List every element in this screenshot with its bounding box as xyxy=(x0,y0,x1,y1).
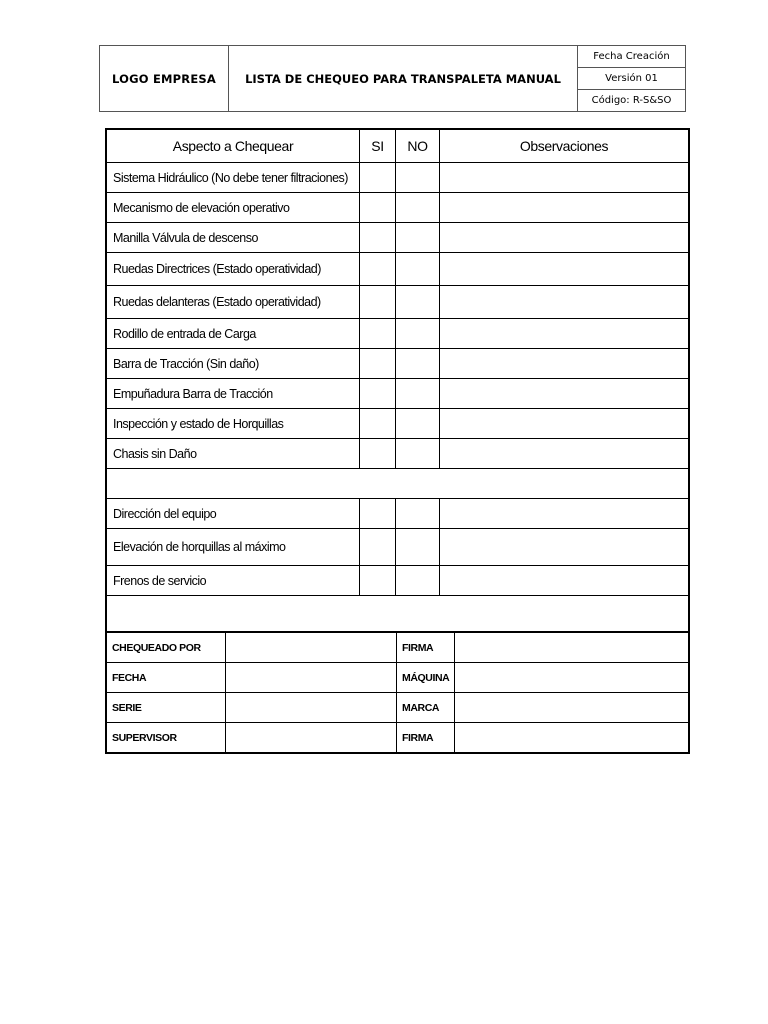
checklist-row xyxy=(106,439,689,469)
observations-cell[interactable] xyxy=(440,223,690,253)
no-cell[interactable] xyxy=(396,529,440,566)
signature-row xyxy=(106,663,689,693)
no-cell[interactable] xyxy=(396,193,440,223)
checklist-item: Chasis sin Daño xyxy=(106,439,360,469)
observations-cell[interactable] xyxy=(440,379,690,409)
brand-field[interactable] xyxy=(455,693,689,723)
observations-cell[interactable] xyxy=(440,439,690,469)
checklist-row xyxy=(106,566,689,596)
no-cell[interactable] xyxy=(396,409,440,439)
checklist-row xyxy=(106,349,689,379)
no-cell[interactable] xyxy=(396,286,440,319)
no-cell[interactable] xyxy=(396,253,440,286)
no-cell[interactable] xyxy=(396,566,440,596)
checklist-item: Inspección y estado de Horquillas xyxy=(106,409,360,439)
code-label: Código: R-S&SO xyxy=(578,90,686,112)
no-cell[interactable] xyxy=(396,163,440,193)
spacer-cell xyxy=(106,469,689,499)
document-title: LISTA DE CHEQUEO PARA TRANSPALETA MANUAL xyxy=(229,46,578,112)
observations-cell[interactable] xyxy=(440,566,690,596)
si-cell[interactable] xyxy=(360,349,396,379)
checklist-row xyxy=(106,286,689,319)
document-header xyxy=(99,45,686,112)
checklist-row xyxy=(106,379,689,409)
checklist-row xyxy=(106,163,689,193)
checklist-item: Manilla Válvula de descenso xyxy=(106,223,360,253)
checklist-spacer-row xyxy=(106,469,689,499)
observations-cell[interactable] xyxy=(440,163,690,193)
no-cell[interactable] xyxy=(396,379,440,409)
signature-field[interactable] xyxy=(455,632,689,663)
creation-date-label: Fecha Creación xyxy=(578,46,686,68)
supervisor-signature-label: FIRMA xyxy=(397,723,455,754)
si-cell[interactable] xyxy=(360,529,396,566)
checklist-row xyxy=(106,193,689,223)
serial-label: SERIE xyxy=(106,693,226,723)
checklist-row xyxy=(106,253,689,286)
si-column-header: SI xyxy=(360,129,396,163)
serial-field[interactable] xyxy=(226,693,397,723)
checklist-item: Elevación de horquillas al máximo xyxy=(106,529,360,566)
no-cell[interactable] xyxy=(396,349,440,379)
no-cell[interactable] xyxy=(396,319,440,349)
si-cell[interactable] xyxy=(360,439,396,469)
observations-cell[interactable] xyxy=(440,286,690,319)
checklist-item: Barra de Tracción (Sin daño) xyxy=(106,349,360,379)
checklist-blank-row xyxy=(106,596,689,632)
checklist-item: Dirección del equipo xyxy=(106,499,360,529)
observations-cell[interactable] xyxy=(440,529,690,566)
supervisor-label: SUPERVISOR xyxy=(106,723,226,754)
observations-column-header: Observaciones xyxy=(440,129,690,163)
checklist-row xyxy=(106,319,689,349)
date-label: FECHA xyxy=(106,663,226,693)
company-logo-placeholder: LOGO EMPRESA xyxy=(100,46,229,112)
version-label: Versión 01 xyxy=(578,68,686,90)
signature-row xyxy=(106,632,689,663)
no-cell[interactable] xyxy=(396,439,440,469)
signature-label: FIRMA xyxy=(397,632,455,663)
brand-label: MARCA xyxy=(397,693,455,723)
checklist-item: Rodillo de entrada de Carga xyxy=(106,319,360,349)
checklist-item: Sistema Hidráulico (No debe tener filtraciones) xyxy=(106,163,360,193)
observations-cell[interactable] xyxy=(440,193,690,223)
observations-cell[interactable] xyxy=(440,253,690,286)
checklist-row xyxy=(106,223,689,253)
checklist-table xyxy=(105,128,690,633)
signature-row xyxy=(106,723,689,754)
no-column-header: NO xyxy=(396,129,440,163)
supervisor-field[interactable] xyxy=(226,723,397,754)
si-cell[interactable] xyxy=(360,379,396,409)
si-cell[interactable] xyxy=(360,319,396,349)
observations-cell[interactable] xyxy=(440,499,690,529)
checklist-item: Mecanismo de elevación operativo xyxy=(106,193,360,223)
si-cell[interactable] xyxy=(360,286,396,319)
si-cell[interactable] xyxy=(360,566,396,596)
checked-by-label: CHEQUEADO POR xyxy=(106,632,226,663)
machine-field[interactable] xyxy=(455,663,689,693)
si-cell[interactable] xyxy=(360,163,396,193)
checklist-row xyxy=(106,499,689,529)
checklist-item: Empuñadura Barra de Tracción xyxy=(106,379,360,409)
checked-by-field[interactable] xyxy=(226,632,397,663)
checklist-row xyxy=(106,409,689,439)
date-field[interactable] xyxy=(226,663,397,693)
checklist-item: Ruedas delanteras (Estado operatividad) xyxy=(106,286,360,319)
machine-label: MÁQUINA xyxy=(397,663,455,693)
signature-row xyxy=(106,693,689,723)
checklist-item: Frenos de servicio xyxy=(106,566,360,596)
si-cell[interactable] xyxy=(360,409,396,439)
observations-cell[interactable] xyxy=(440,319,690,349)
aspect-column-header: Aspecto a Chequear xyxy=(106,129,360,163)
no-cell[interactable] xyxy=(396,499,440,529)
si-cell[interactable] xyxy=(360,223,396,253)
si-cell[interactable] xyxy=(360,253,396,286)
checklist-row xyxy=(106,529,689,566)
checklist-header-row xyxy=(106,129,689,163)
checklist-item: Ruedas Directrices (Estado operatividad) xyxy=(106,253,360,286)
supervisor-signature-field[interactable] xyxy=(455,723,689,754)
observations-cell[interactable] xyxy=(440,409,690,439)
no-cell[interactable] xyxy=(396,223,440,253)
signature-table xyxy=(105,631,690,754)
si-cell[interactable] xyxy=(360,499,396,529)
blank-cell xyxy=(106,596,689,632)
observations-cell[interactable] xyxy=(440,349,690,379)
si-cell[interactable] xyxy=(360,193,396,223)
